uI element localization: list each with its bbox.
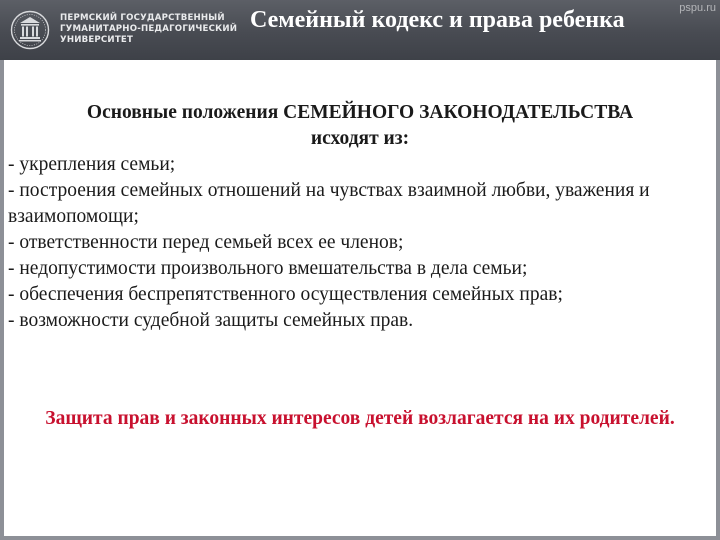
list-item: - построения семейных отношений на чувствах взаимной любви, уважения и взаимопомощи;: [8, 180, 650, 227]
slide-header: [0, 0, 720, 60]
slide-body: [8, 100, 712, 334]
university-name-line: ПЕРМСКИЙ ГОСУДАРСТВЕННЫЙ: [60, 13, 225, 23]
university-name-line: УНИВЕРСИТЕТ: [60, 35, 134, 45]
list-item: - возможности судебной защиты семейных прав.: [8, 310, 414, 331]
highlight-statement: Защита прав и законных интересов детей возлагается на их родителей.: [45, 408, 675, 429]
list-item: - ответственности перед семьей всех ее членов;: [8, 232, 404, 253]
university-name-line: ГУМАНИТАРНО-ПЕДАГОГИЧЕСКИЙ: [60, 24, 238, 34]
heading-line: исходят из:: [310, 128, 410, 149]
section-heading: [8, 100, 712, 152]
principles-list: [8, 152, 712, 334]
list-item: - укрепления семьи;: [8, 154, 176, 175]
list-item: - обеспечения беспрепятственного осуществления семейных прав;: [8, 284, 563, 305]
frame-border-bottom: [0, 536, 720, 540]
university-name: [60, 13, 240, 46]
site-watermark: pspu.ru: [679, 2, 716, 14]
slide-title: Семейный кодекс и права ребенка: [250, 7, 625, 33]
university-emblem-icon: [10, 9, 50, 51]
list-item: - недопустимости произвольного вмешательства в дела семьи;: [8, 258, 528, 279]
heading-line: Основные положения СЕМЕЙНОГО ЗАКОНОДАТЕЛЬСТВА: [86, 102, 634, 123]
frame-border-right: [716, 60, 720, 540]
frame-border-left: [0, 60, 4, 540]
